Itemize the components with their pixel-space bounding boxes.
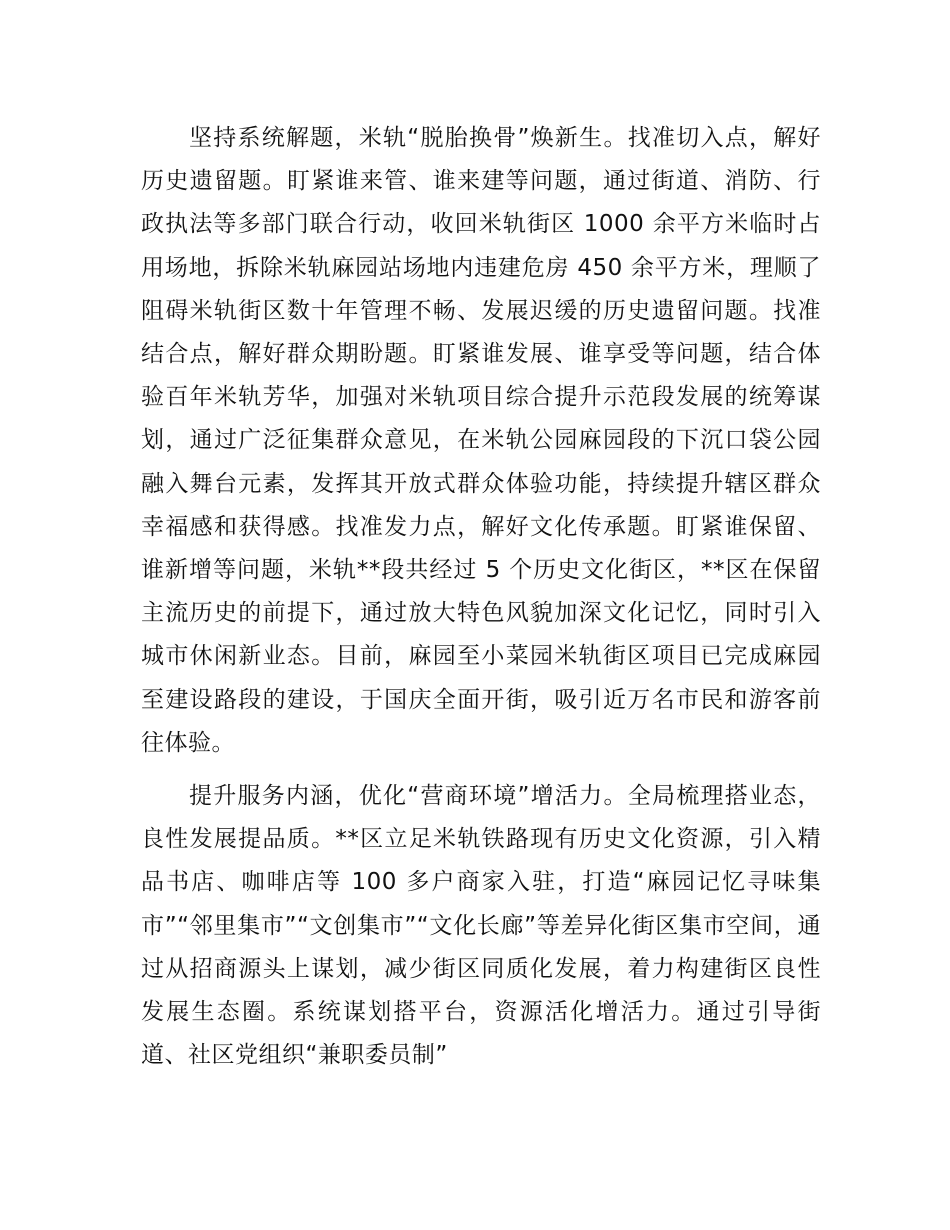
paragraph-service-enhancement: 提升服务内涵，优化“营商环境”增活力。全局梳理搭业态，良性发展提品质。**区立足米轨铁路现有历史文化资源，引入精品书店、咖啡店等 100 多户商家入驻，打造“麻园记忆寻味集市”“邻里集市”“文创集市”“文化长廊”等差异化街区集市空间，通过从招商源头上谋划，减少街区同质化发展，着力构建街区良性发展生态圈。系统谋划搭平台，资源活化增活力。通过引导街道、社区党组织“兼职委员制”	[141, 783, 821, 1069]
paragraph-system-solving: 坚持系统解题，米轨“脱胎换骨”焕新生。找准切入点，解好历史遗留题。盯紧谁来管、谁来建等问题，通过街道、消防、行政执法等多部门联合行动，收回米轨街区 1000 余平方米临时占用场地，拆除米轨麻园站场地内违建危房 450 余平方米，理顺了阻碍米轨街区数十年管理不畅、发展迟缓的历史遗留问题。找准结合点，解好群众期盼题。盯紧谁发展、谁享受等问题，结合体验百年米轨芳华，加强对米轨项目综合提升示范段发展的统筹谋划，通过广泛征集群众意见，在米轨公园麻园段的下沉口袋公园融入舞台元素，发挥其开放式群众体验功能，持续提升辖区群众幸福感和获得感。找准发力点，解好文化传承题。盯紧谁保留、谁新增等问题，米轨**段共经过 5 个历史文化街区，**区在保留主流历史的前提下，通过放大特色风貌加深文化记忆，同时引入城市休闲新业态。目前，麻园至小菜园米轨街区项目已完成麻园至建设路段的建设，于国庆全面开街，吸引近万名市民和游客前往体验。	[141, 125, 821, 756]
body-text	[141, 117, 821, 1077]
